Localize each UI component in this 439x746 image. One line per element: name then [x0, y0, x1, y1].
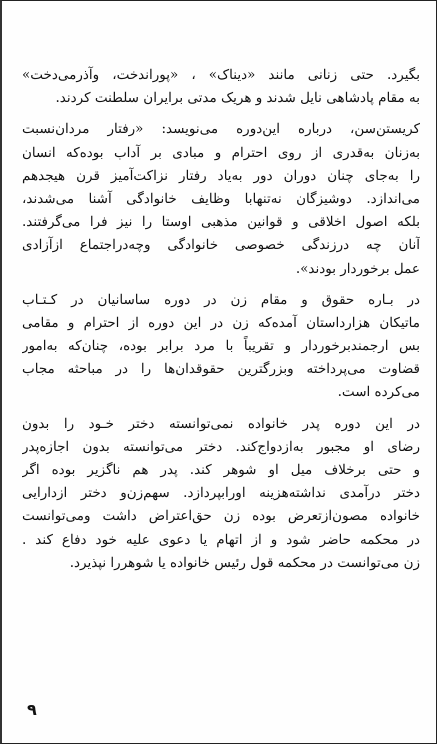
paragraph-gap [22, 281, 420, 289]
text-line: کریستن‌سن، درباره این‌دوره می‌نویسد: «رفتار مردان‌نسبت [22, 121, 420, 138]
paragraph [22, 118, 420, 280]
text-line: و حتی برخلاف میل او شوهر کند. پدر هم ناگزیر بوده اگر [22, 462, 420, 478]
text-line: رضای او مجبور به‌ازدواج‌کند. دختر می‌توانسته بدون اجازه‌پدر [22, 438, 420, 455]
paragraph [22, 64, 420, 110]
text-line: در این دوره پدر خانواده نمی‌توانسته دختر خـود را بدون [22, 415, 420, 432]
text-line: ماتیکان هزارداستان آمده‌که زن در این دوره از احترام و مقامی [22, 314, 420, 331]
text-line: زن می‌توانست در محکمه قول رئیس خانواده یا شوهررا نپذیرد. [69, 554, 420, 571]
paragraph [22, 413, 420, 575]
text-line: بلکه اصول اخلاقی و قوانین مذهبی اوستا را نیز فرا می‌گرفتند. [22, 214, 420, 231]
page-number: ۹ [27, 700, 37, 719]
text-line: می‌کرده است. [337, 384, 420, 401]
paragraph-gap [22, 405, 420, 413]
text-line: بس ارجمندبرخوردار و تقریباً با مرد برابر بوده، چنان‌که به‌امور [22, 338, 420, 355]
text-line: در بـاره حقوق و مقام زن در دوره ساسانیان در کـتـاب [22, 291, 420, 308]
text-line: در محکمه حاضر شود و از اتهام یا دعوی علیه خود دفاع کند . [22, 531, 420, 548]
text-line: را به‌جای چنان دوران دور به‌یاد رفتار نزاکت‌آمیز قرن هیجدهم [22, 167, 420, 184]
paragraph [22, 289, 420, 405]
text-line: آنان چه درزندگی خصوصی خانوادگی وچه‌دراجتماع ازآزادی [22, 237, 420, 254]
text-line: خانواده مصون‌ازتعرض بوده زن حق‌اعتراض داشت ومی‌توانست [22, 508, 420, 525]
text-line: به‌زنان به‌قدری از روی احترام و مبادی بر آداب بوده‌که انسان [22, 144, 420, 161]
text-line: می‌اندازد. دوشیزگان نه‌تنهابا وظایف خانوادگی آشنا می‌شدند، [22, 190, 420, 207]
document-body [22, 64, 420, 575]
text-line: دختر درآمدی نداشته‌هزینه اورابپردازد. سهم‌زن‌و دختر ازدارایی [22, 485, 420, 502]
text-line: به مقام پادشاهی نایل شدند و هریک مدتی برایران سلطنت کردند. [55, 90, 420, 107]
text-line: عمل برخوردار بودند». [295, 260, 420, 277]
text-line: بگیرد. حتی زنانی مانند «دیناک» ، «پوراندخت، وآذرمی‌دخت» [22, 67, 420, 83]
paragraph-gap [22, 110, 420, 118]
text-line: قضاوت می‌پرداخته وبزرگترین حقوقدان‌ها را در مباحثه مجاب [22, 361, 420, 378]
